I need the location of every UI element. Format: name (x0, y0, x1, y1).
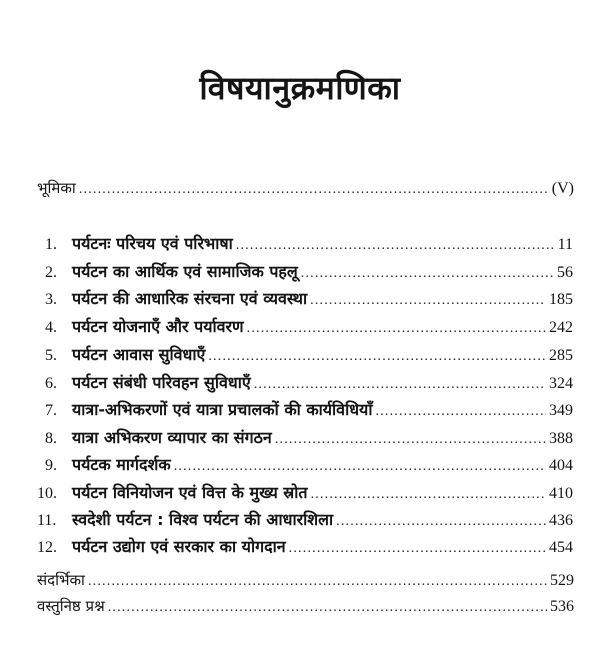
toc-entry-label: पर्यटन की आधारिक संरचना एवं व्यवस्था (72, 289, 308, 308)
toc-entry-bibliography[interactable] (37, 570, 574, 594)
leader-dots (310, 293, 546, 309)
toc-entry-label: पर्यटन संबंधी परिवहन सुविधाएँ (72, 373, 251, 392)
chapter-number: 11. (37, 512, 57, 529)
toc-page-number: 436 (549, 512, 573, 529)
toc-entry-label: स्वदेशी पर्यटन : विश्व पर्यटन की आधारशिला (72, 510, 334, 529)
chapter-number: 4. (45, 319, 57, 336)
chapter-number: 8. (45, 430, 57, 447)
chapter-number: 12. (37, 539, 57, 556)
leader-dots (375, 404, 546, 420)
toc-entry-label: पर्यटन उद्योग एवं सरकार का योगदान (72, 537, 286, 556)
toc-page-number: 11 (557, 236, 573, 253)
chapter-number: 7. (45, 402, 57, 419)
chapter-number: 5. (45, 347, 57, 364)
leader-dots (174, 459, 546, 475)
toc-entry-label: वस्तुनिष्ठ प्रश्न (37, 597, 105, 615)
toc-entry-chapter-3[interactable] (45, 287, 573, 311)
chapter-number: 1. (45, 236, 57, 253)
toc-page-number: 324 (549, 375, 573, 392)
leader-dots (254, 377, 546, 393)
toc-page-number: 388 (549, 430, 573, 447)
toc-page-number: 349 (549, 402, 573, 419)
toc-entry-chapter-1[interactable] (45, 232, 573, 256)
leader-dots (236, 238, 555, 254)
toc-entry-label: पर्यटक मार्गदर्शक (72, 455, 171, 474)
leader-dots (108, 600, 547, 616)
chapter-number: 6. (45, 375, 57, 392)
toc-entry-objective-questions[interactable] (37, 596, 574, 620)
toc-entry-chapter-9[interactable] (45, 453, 573, 477)
chapter-number: 3. (45, 291, 57, 308)
toc-page-number: 285 (549, 347, 573, 364)
leader-dots (275, 432, 546, 448)
toc-page-number: (V) (551, 180, 574, 197)
toc-page-number: 536 (550, 598, 574, 615)
toc-entry-label: पर्यटन का आर्थिक एवं सामाजिक पहलू (72, 262, 298, 281)
toc-page-number: 454 (549, 539, 573, 556)
toc-entry-chapter-12[interactable] (37, 535, 573, 559)
toc-entry-label: संदर्भिका (37, 571, 85, 589)
toc-entry-chapter-8[interactable] (45, 426, 573, 450)
leader-dots (311, 487, 546, 503)
chapter-number: 2. (45, 264, 57, 281)
leader-dots (79, 182, 549, 198)
toc-entry-preface[interactable] (37, 178, 574, 202)
toc-entry-label: यात्रा अभिकरण व्यापार का संगठन (72, 428, 272, 447)
toc-entry-label: पर्यटन आवास सुविधाएँ (72, 345, 206, 364)
page-title: विषयानुक्रमणिका (199, 69, 401, 107)
leader-dots (336, 514, 546, 530)
toc-entry-chapter-4[interactable] (45, 315, 573, 339)
toc-page-number: 56 (557, 264, 573, 281)
leader-dots (247, 321, 546, 337)
toc-entry-chapter-7[interactable] (45, 398, 573, 422)
chapter-number: 9. (45, 457, 57, 474)
toc-entry-chapter-6[interactable] (45, 371, 573, 395)
toc-entry-label: यात्रा-अभिकरणों एवं यात्रा प्रचालकों की कार्यविधियाँ (72, 400, 373, 419)
toc-entry-chapter-2[interactable] (45, 260, 573, 284)
toc-entry-label: पर्यटन विनियोजन एवं वित्त के मुख्य स्रोत (72, 483, 308, 502)
toc-page-number: 185 (549, 291, 573, 308)
toc-page-number: 404 (549, 457, 573, 474)
toc-entry-chapter-10[interactable] (37, 481, 573, 505)
leader-dots (301, 266, 554, 282)
toc-page-number: 242 (549, 319, 573, 336)
toc-entry-chapter-5[interactable] (45, 343, 573, 367)
toc-page-number: 410 (549, 485, 573, 502)
toc-entry-label: पर्यटनः परिचय एवं परिभाषा (72, 234, 233, 253)
leader-dots (208, 349, 546, 365)
toc-entry-label: पर्यटन योजनाएँ और पर्यावरण (72, 317, 244, 336)
leader-dots (88, 574, 547, 590)
leader-dots (289, 541, 546, 557)
toc-entry-label: भूमिका (37, 179, 76, 197)
toc-page-number: 529 (550, 572, 574, 589)
chapter-number: 10. (37, 485, 57, 502)
toc-entry-chapter-11[interactable] (37, 508, 573, 532)
